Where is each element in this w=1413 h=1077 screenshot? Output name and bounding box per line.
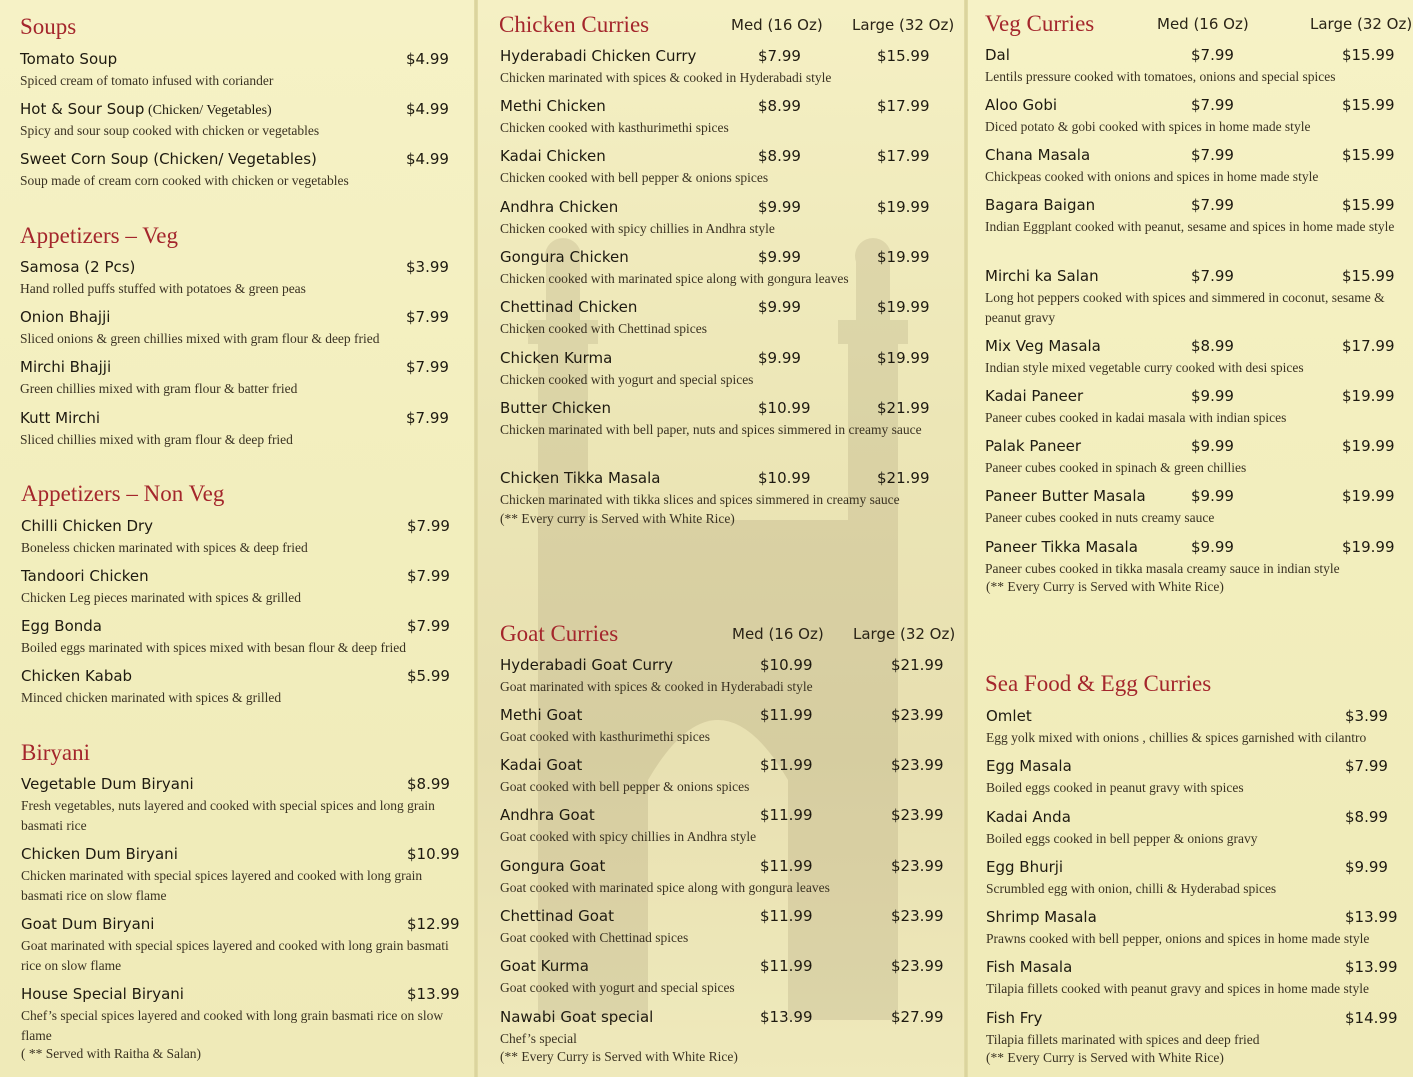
section-title: Biryani	[21, 740, 90, 765]
item-description: Minced chicken marinated with spices & grilled	[21, 690, 282, 705]
item-price: $8.99	[407, 775, 450, 793]
item-description: Goat cooked with marinated spice along with gongura leaves	[500, 880, 830, 895]
item-name: Bagara Baigan	[985, 196, 1096, 214]
item-description: Chicken cooked with yogurt and special spices	[500, 372, 754, 387]
item-description: Tilapia fillets marinated with spices and deep fried	[986, 1032, 1260, 1047]
item-name: Mix Veg Masala	[985, 337, 1101, 355]
item-price: $7.99	[1345, 757, 1388, 775]
seafood-note: (** Every Curry is Served with White Rice)	[986, 1050, 1224, 1065]
large-size-header: Large (32 Oz)	[852, 16, 955, 34]
item-price: $4.99	[406, 50, 449, 68]
item-description: Boiled eggs cooked in bell pepper & onions gravy	[986, 831, 1258, 846]
item-name: Mirchi Bhajji	[20, 358, 112, 376]
item-description: Chicken cooked with marinated spice along with gongura leaves	[500, 271, 849, 286]
item-price-med: $9.99	[758, 349, 801, 367]
item-price: $3.99	[406, 258, 449, 276]
item-description: Spicy and sour soup cooked with chicken or vegetables	[20, 123, 320, 138]
med-size-header: Med (16 Oz)	[731, 16, 823, 34]
item-name: Egg Bhurji	[986, 858, 1064, 876]
item-name: Nawabi Goat special	[500, 1008, 654, 1026]
item-name: Onion Bhajji	[20, 308, 111, 326]
item-price-med: $9.99	[1191, 437, 1234, 455]
item-description: Chicken Leg pieces marinated with spices & grilled	[21, 590, 302, 605]
item-price-large: $23.99	[891, 907, 944, 925]
section-biryani	[21, 740, 90, 766]
item-name: Goat Dum Biryani	[21, 915, 155, 933]
item-description: Paneer cubes cooked in kadai masala with indian spices	[985, 410, 1287, 425]
charminar-watermark-icon	[518, 220, 918, 1020]
item-price-large: $23.99	[891, 857, 944, 875]
item-description: Hand rolled puffs stuffed with potatoes & green peas	[20, 281, 306, 296]
item-description: Chickpeas cooked with onions and spices in home made style	[985, 169, 1319, 184]
item-price-med: $7.99	[1191, 146, 1234, 164]
item-description: Spiced cream of tomato infused with coriander	[20, 73, 274, 88]
item-name: Goat Kurma	[500, 957, 589, 975]
item-price: $10.99	[407, 845, 460, 863]
item-price-large: $15.99	[1342, 46, 1395, 64]
section-seafood-egg	[985, 671, 1211, 697]
item-price-large: $27.99	[891, 1008, 944, 1026]
item-price-large: $15.99	[1342, 96, 1395, 114]
item-description: Goat marinated with special spices layered and cooked with long grain basmati rice on slow flame	[21, 938, 449, 973]
item-name: Chettinad Goat	[500, 907, 615, 925]
item-description: Chicken marinated with special spices layered and cooked with long grain basmati rice on slow flame	[21, 868, 423, 903]
item-price-med: $9.99	[758, 198, 801, 216]
item-price-large: $19.99	[877, 248, 930, 266]
item-name: Fish Masala	[986, 958, 1073, 976]
item-name: Chilli Chicken Dry	[21, 517, 154, 535]
item-description: Goat cooked with Chettinad spices	[500, 930, 689, 945]
item-name: Methi Chicken	[500, 97, 606, 115]
item-description: Sliced chillies mixed with gram flour & deep fried	[20, 432, 293, 447]
med-size-header: Med (16 Oz)	[1157, 15, 1249, 33]
item-name: Chicken Dum Biryani	[21, 845, 178, 863]
item-name: Hyderabadi Goat Curry	[500, 656, 674, 674]
item-price-large: $19.99	[1342, 538, 1395, 556]
item-price-med: $10.99	[760, 656, 813, 674]
item-price: $8.99	[1345, 808, 1388, 826]
item-price-large: $17.99	[877, 97, 930, 115]
item-name: Paneer Butter Masala	[985, 487, 1146, 505]
item-description: Chicken cooked with kasthurimethi spices	[500, 120, 729, 135]
item-price-large: $19.99	[1342, 487, 1395, 505]
biryani-note: ( ** Served with Raitha & Salan)	[21, 1046, 201, 1061]
item-price-large: $17.99	[877, 147, 930, 165]
item-price-med: $8.99	[758, 97, 801, 115]
item-name	[20, 100, 272, 119]
item-name: Egg Bonda	[21, 617, 102, 635]
item-name: Kadai Anda	[986, 808, 1071, 826]
section-title: Veg Curries	[985, 11, 1095, 36]
item-price: $14.99	[1345, 1009, 1398, 1027]
item-price-large: $19.99	[877, 198, 930, 216]
item-name: Samosa (2 Pcs)	[20, 258, 136, 276]
item-price-large: $17.99	[1342, 337, 1395, 355]
item-name: Kadai Goat	[500, 756, 583, 774]
item-name: Gongura Chicken	[500, 248, 629, 266]
item-price: $12.99	[407, 915, 460, 933]
section-appetizers-veg	[20, 223, 178, 249]
item-name: Kutt Mirchi	[20, 409, 100, 427]
item-name	[20, 150, 317, 168]
item-price-med: $11.99	[760, 907, 813, 925]
item-description: Chicken marinated with bell paper, nuts and spices simmered in creamy sauce	[500, 422, 922, 437]
section-title: Appetizers – Non Veg	[21, 481, 225, 506]
item-price-med: $8.99	[1191, 337, 1234, 355]
item-price-med: $7.99	[758, 47, 801, 65]
item-price: $4.99	[406, 150, 449, 168]
item-description: Goat cooked with bell pepper & onions spices	[500, 779, 750, 794]
item-price-med: $7.99	[1191, 46, 1234, 64]
item-price: $13.99	[407, 985, 460, 1003]
item-name: Chicken Tikka Masala	[500, 469, 661, 487]
item-price-med: $7.99	[1191, 96, 1234, 114]
item-description: Chicken marinated with spices & cooked in Hyderabadi style	[500, 70, 832, 85]
item-description: Fresh vegetables, nuts layered and cooked with special spices and long grain basmati rice	[21, 798, 435, 833]
item-price-med: $11.99	[760, 857, 813, 875]
item-price-large: $21.99	[877, 399, 930, 417]
item-price: $5.99	[407, 667, 450, 685]
item-price-med: $10.99	[758, 469, 811, 487]
item-price-med: $9.99	[1191, 387, 1234, 405]
section-appetizers-nonveg	[21, 481, 224, 507]
item-price-med: $11.99	[760, 957, 813, 975]
item-price-med: $13.99	[760, 1008, 813, 1026]
item-description: Chicken cooked with bell pepper & onions spices	[500, 170, 769, 185]
item-price-med: $9.99	[758, 248, 801, 266]
item-price-med: $9.99	[758, 298, 801, 316]
section-title: Goat Curries	[500, 621, 619, 646]
item-description: Scrumbled egg with onion, chilli & Hyderabad spices	[986, 881, 1277, 896]
item-price-large: $23.99	[891, 806, 944, 824]
item-price-large: $19.99	[877, 349, 930, 367]
item-name-text: Tomato Soup	[20, 50, 118, 68]
item-name: Methi Goat	[500, 706, 583, 724]
item-price: $13.99	[1345, 958, 1398, 976]
item-name: Omlet	[986, 707, 1032, 725]
item-description: Chef’s special spices layered and cooked with long grain basmati rice on slow flame	[21, 1008, 444, 1043]
med-size-header: Med (16 Oz)	[732, 625, 824, 643]
item-price-med: $7.99	[1191, 196, 1234, 214]
item-price-large: $19.99	[1342, 387, 1395, 405]
item-description: Paneer cubes cooked in spinach & green chillies	[985, 460, 1247, 475]
item-description: Tilapia fillets cooked with peanut gravy and spices in home made style	[986, 981, 1370, 996]
item-price-large: $23.99	[891, 756, 944, 774]
item-description: Chicken cooked with spicy chillies in Andhra style	[500, 221, 775, 236]
item-price-large: $19.99	[877, 298, 930, 316]
item-description: Chicken cooked with Chettinad spices	[500, 321, 707, 336]
item-price: $7.99	[407, 567, 450, 585]
section-title: Chicken Curries	[499, 12, 650, 37]
item-name: Chicken Kabab	[21, 667, 133, 685]
item-name: Vegetable Dum Biryani	[21, 775, 194, 793]
section-title: Sea Food & Egg Curries	[985, 671, 1212, 696]
item-name: Butter Chicken	[500, 399, 612, 417]
item-description: Chicken marinated with tikka slices and spices simmered in creamy sauce	[500, 492, 900, 507]
item-name: Shrimp Masala	[986, 908, 1097, 926]
item-price-med: $10.99	[758, 399, 811, 417]
item-description: Lentils pressure cooked with tomatoes, onions and special spices	[985, 69, 1336, 84]
item-description: Sliced onions & green chillies mixed with gram flour & deep fried	[20, 331, 380, 346]
item-description: Goat cooked with kasthurimethi spices	[500, 729, 710, 744]
item-name: Kadai Chicken	[500, 147, 606, 165]
item-description: Long hot peppers cooked with spices and simmered in coconut, sesame & peanut gravy	[985, 290, 1385, 325]
item-price: $4.99	[406, 100, 449, 118]
item-name: Gongura Goat	[500, 857, 606, 875]
item-price-med: $9.99	[1191, 487, 1234, 505]
item-price-med: $8.99	[758, 147, 801, 165]
item-price-large: $23.99	[891, 706, 944, 724]
item-description: Boneless chicken marinated with spices & deep fried	[21, 540, 308, 555]
chicken-curries-note: (** Every curry is Served with White Rice)	[500, 511, 735, 526]
item-description: Egg yolk mixed with onions , chillies & spices garnished with cilantro	[986, 730, 1367, 745]
item-name-sub: (Chicken/ Vegetables)	[144, 103, 272, 118]
item-name: Tandoori Chicken	[21, 567, 149, 585]
item-name: Andhra Goat	[500, 806, 595, 824]
item-name: Paneer Tikka Masala	[985, 538, 1138, 556]
large-size-header: Large (32 Oz)	[853, 625, 956, 643]
item-description: Goat cooked with spicy chillies in Andhra style	[500, 829, 757, 844]
item-price-large: $15.99	[1342, 196, 1395, 214]
item-description: Prawns cooked with bell pepper, onions and spices in home made style	[986, 931, 1370, 946]
item-name: Egg Masala	[986, 757, 1072, 775]
item-name: Fish Fry	[986, 1009, 1043, 1027]
item-price-large: $21.99	[891, 656, 944, 674]
item-name: Andhra Chicken	[500, 198, 619, 216]
item-price: $7.99	[406, 409, 449, 427]
item-name-text: Sweet Corn Soup (Chicken/ Vegetables)	[20, 150, 317, 168]
item-name	[20, 50, 117, 68]
section-title: Soups	[20, 14, 77, 39]
item-description: Chef’s special	[500, 1031, 577, 1046]
section-chicken-curries	[499, 12, 649, 38]
item-description: Paneer cubes cooked in tikka masala creamy sauce in indian style	[985, 561, 1340, 576]
item-description: Boiled eggs cooked in peanut gravy with spices	[986, 780, 1244, 795]
item-name: House Special Biryani	[21, 985, 184, 1003]
item-name: Hyderabadi Chicken Curry	[500, 47, 697, 65]
item-price-large: $23.99	[891, 957, 944, 975]
section-veg-curries	[985, 11, 1094, 37]
item-price-large: $21.99	[877, 469, 930, 487]
item-price: $13.99	[1345, 908, 1398, 926]
item-description: Goat cooked with yogurt and special spices	[500, 980, 735, 995]
item-description: Soup made of cream corn cooked with chicken or vegetables	[20, 173, 349, 188]
item-name: Chettinad Chicken	[500, 298, 638, 316]
item-price-med: $11.99	[760, 706, 813, 724]
section-soups	[20, 14, 470, 40]
item-price: $7.99	[407, 517, 450, 535]
item-name: Chicken Kurma	[500, 349, 613, 367]
item-price-med: $11.99	[760, 756, 813, 774]
section-goat-curries	[500, 621, 618, 647]
item-name: Dal	[985, 46, 1010, 64]
item-price-large: $15.99	[877, 47, 930, 65]
item-price-large: $19.99	[1342, 437, 1395, 455]
item-name: Palak Paneer	[985, 437, 1082, 455]
item-name: Chana Masala	[985, 146, 1091, 164]
veg-curries-note: (** Every Curry is Served with White Rice)	[986, 579, 1224, 594]
item-description: Boiled eggs marinated with spices mixed with besan flour & deep fried	[21, 640, 407, 655]
item-price: $3.99	[1345, 707, 1388, 725]
section-title: Appetizers – Veg	[20, 223, 178, 248]
large-size-header: Large (32 Oz)	[1310, 15, 1413, 33]
item-description: Paneer cubes cooked in nuts creamy sauce	[985, 510, 1215, 525]
item-description: Diced potato & gobi cooked with spices in home made style	[985, 119, 1311, 134]
item-description: Green chillies mixed with gram flour & batter fried	[20, 381, 298, 396]
item-price: $9.99	[1345, 858, 1388, 876]
item-description: Indian Eggplant cooked with peanut, sesame and spices in home made style	[985, 219, 1395, 234]
item-price: $7.99	[407, 617, 450, 635]
item-description: Goat marinated with spices & cooked in Hyderabadi style	[500, 679, 813, 694]
goat-curries-note: (** Every Curry is Served with White Rice)	[500, 1049, 738, 1064]
item-price-large: $15.99	[1342, 146, 1395, 164]
item-name-text: Hot & Sour Soup	[20, 100, 145, 118]
item-description: Indian style mixed vegetable curry cooked with desi spices	[985, 360, 1304, 375]
item-price-med: $7.99	[1191, 267, 1234, 285]
item-price-med: $9.99	[1191, 538, 1234, 556]
item-price: $7.99	[406, 358, 449, 376]
item-name: Kadai Paneer	[985, 387, 1084, 405]
item-name: Mirchi ka Salan	[985, 267, 1099, 285]
item-name: Aloo Gobi	[985, 96, 1058, 114]
item-price: $7.99	[406, 308, 449, 326]
item-price-large: $15.99	[1342, 267, 1395, 285]
item-price-med: $11.99	[760, 806, 813, 824]
